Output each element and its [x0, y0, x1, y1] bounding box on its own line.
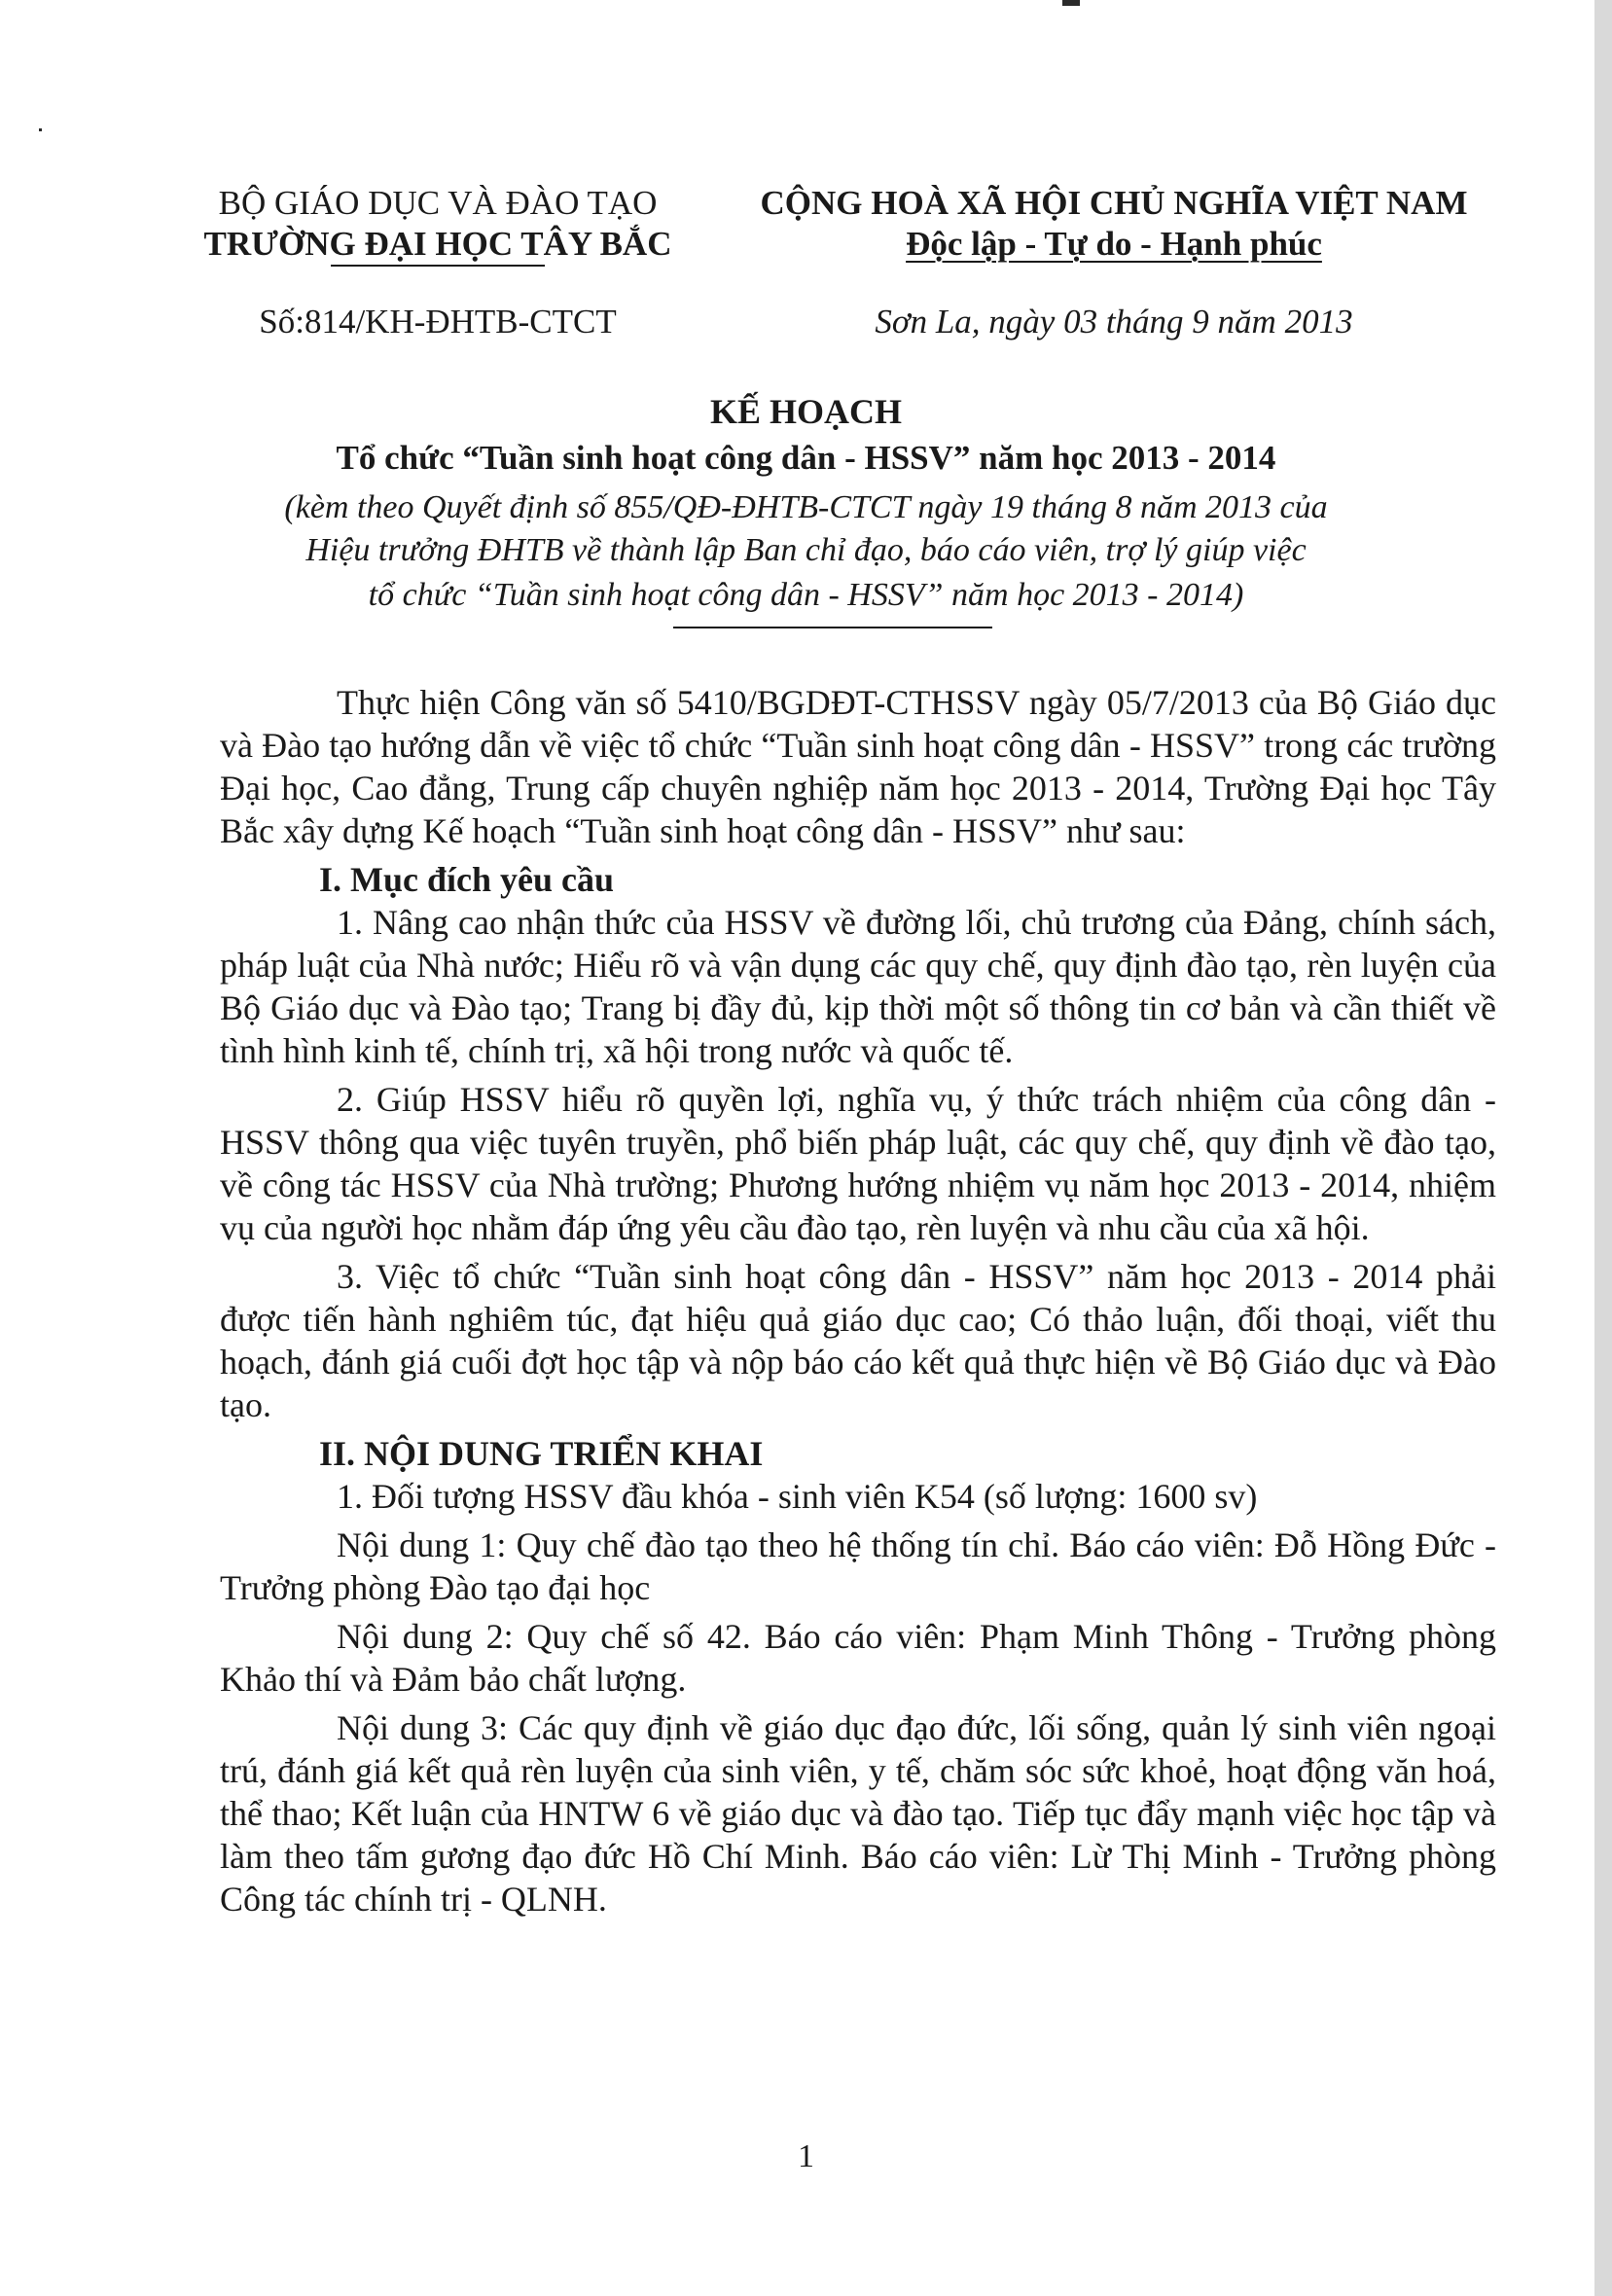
ministry-name: BỘ GIÁO DỤC VÀ ĐÀO TẠO — [218, 184, 658, 222]
document-body — [220, 681, 1496, 1920]
scan-edge — [1594, 0, 1612, 2296]
section-2-content-1: Nội dung 1: Quy chế đào tạo theo hệ thống tín chỉ. Báo cáo viên: Đỗ Hồng Đức - Trưởng phòng Đào tạo đại học — [220, 1525, 1496, 1607]
section-1-item-2: 2. Giúp HSSV hiểu rõ quyền lợi, nghĩa vụ, ý thức trách nhiệm của công dân - HSSV thông qua việc tuyên truyền, phổ biến pháp luật, các quy chế, quy định về đào tạo, về công tác HSSV của Nhà trường; Phương hướng nhiệm vụ năm học 2013 - 2014, nhiệm vụ của người học nhằm đáp ứng yêu cầu đào tạo, rèn luyện và nhu cầu của xã hội. — [220, 1080, 1496, 1247]
section-1-heading: I. Mục đích yêu cầu — [319, 860, 615, 899]
section-1-item-1: 1. Nâng cao nhận thức của HSSV về đường lối, chủ trương của Đảng, chính sách, pháp luật của Nhà nước; Hiểu rõ và vận dụng các quy chế, quy định đào tạo, rèn luyện của Bộ Giáo dục và Đào tạo; Trang bị đầy đủ, kịp thời một số thông tin cơ bản và cần thiết về tình hình kinh tế, chính trị, xã hội trong nước và quốc tế. — [220, 903, 1496, 1070]
national-motto: Độc lập - Tự do - Hạnh phúc — [906, 225, 1322, 263]
country-name: CỘNG HOÀ XÃ HỘI CHỦ NGHĨA VIỆT NAM — [760, 184, 1468, 222]
scan-mark — [1062, 0, 1080, 6]
place-and-date: Sơn La, ngày 03 tháng 9 năm 2013 — [875, 303, 1353, 341]
school-name: TRƯỜNG ĐẠI HỌC TÂY BẮC — [203, 225, 672, 263]
intro-paragraph: Thực hiện Công văn số 5410/BGDĐT-CTHSSV ngày 05/7/2013 của Bộ Giáo dục và Đào tạo hướng dẫn về việc tổ chức “Tuần sinh hoạt công dân - HSSV” trong các trường Đại học, Cao đẳng, Trung cấp chuyên nghiệp năm học 2013 - 2014, Trường Đại học Tây Bắc xây dựng Kế hoạch “Tuần sinh hoạt công dân - HSSV” như sau: — [220, 683, 1496, 850]
document-title: KẾ HOẠCH — [709, 392, 902, 431]
scan-dot — [39, 128, 42, 131]
document-subtitle: Tổ chức “Tuần sinh hoạt công dân - HSSV” năm học 2013 - 2014 — [336, 439, 1276, 477]
section-2-content-2: Nội dung 2: Quy chế số 42. Báo cáo viên: Phạm Minh Thông - Trưởng phòng Khảo thí và Đảm bảo chất lượng. — [220, 1617, 1496, 1699]
section-2-content-3: Nội dung 3: Các quy định về giáo dục đạo đức, lối sống, quản lý sinh viên ngoại trú, đánh giá kết quả rèn luyện của sinh viên, y tế, chăm sóc sức khoẻ, hoạt động văn hoá, thể thao; Kết luận của HNTW 6 về giáo dục và đào tạo. Tiếp tục đẩy mạnh việc học tập và làm theo tấm gương đạo đức Hồ Chí Minh. Báo cáo viên: Lừ Thị Minh - Trưởng phòng Công tác chính trị - QLNH. — [220, 1708, 1496, 1919]
section-2-heading: II. NỘI DUNG TRIỂN KHAI — [319, 1434, 764, 1473]
subtitle-note-line-1: (kèm theo Quyết định số 855/QĐ-ĐHTB-CTCT ngày 19 tháng 8 năm 2013 của — [284, 489, 1328, 525]
subtitle-note-line-2: Hiệu trưởng ĐHTB về thành lập Ban chỉ đạo, báo cáo viên, trợ lý giúp việc — [305, 532, 1307, 568]
section-1-item-3: 3. Việc tổ chức “Tuần sinh hoạt công dân - HSSV” năm học 2013 - 2014 phải được tiến hành nghiêm túc, đạt hiệu quả giáo dục cao; Có thảo luận, đối thoại, viết thu hoạch, đánh giá cuối đợt học tập và nộp báo cáo kết quả thực hiện về Bộ Giáo dục và Đào tạo. — [220, 1257, 1496, 1424]
title-underline — [673, 627, 992, 628]
section-2-item-1: 1. Đối tượng HSSV đầu khóa - sinh viên K54 (số lượng: 1600 sv) — [337, 1477, 1258, 1516]
page-number: 1 — [798, 2138, 814, 2174]
document-number: Số:814/KH-ĐHTB-CTCT — [259, 303, 617, 341]
subtitle-note-line-3: tổ chức “Tuần sinh hoạt công dân - HSSV” năm học 2013 - 2014) — [368, 577, 1244, 613]
school-underline — [331, 265, 545, 267]
